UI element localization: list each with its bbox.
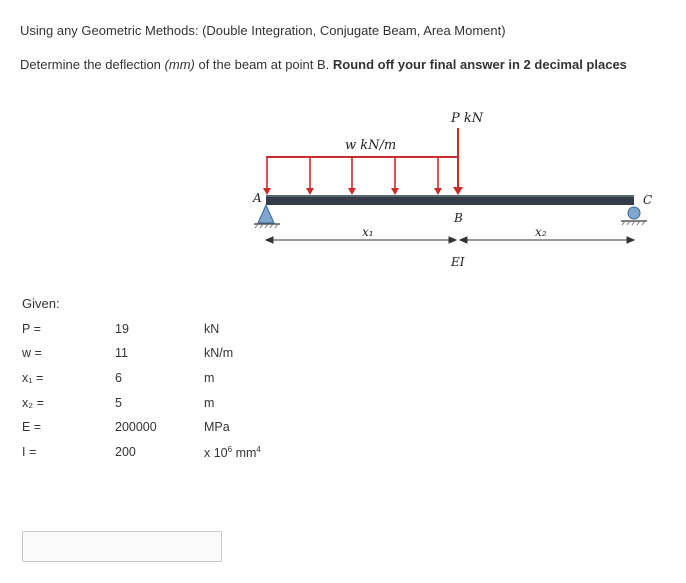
given-unit: m — [204, 371, 215, 385]
distributed-load-label: w kN/m — [345, 138, 397, 153]
given-symbol: I = — [22, 445, 37, 459]
given-unit: MPa — [204, 420, 230, 434]
point-load-arrow — [453, 128, 463, 195]
given-value: 11 — [115, 346, 128, 360]
given-row-p — [22, 322, 422, 342]
given-symbol: E = — [22, 420, 42, 434]
distributed-load — [263, 156, 458, 195]
prompt-text-a: Determine the deflection — [20, 57, 165, 72]
span-2-label: x₂ — [535, 225, 547, 239]
given-value: 19 — [115, 322, 129, 336]
distributed-load-top — [266, 156, 458, 158]
given-symbol: w = — [22, 346, 42, 360]
given-value: 200000 — [115, 420, 157, 434]
given-row-w — [22, 346, 422, 366]
dimension-line — [266, 237, 634, 243]
given-symbol: x₁ = — [22, 371, 44, 385]
given-row-e — [22, 420, 422, 440]
roller-support-c — [621, 207, 647, 225]
point-load-label: P kN — [451, 111, 484, 126]
given-symbol: x₂ = — [22, 396, 44, 410]
given-row-x1 — [22, 371, 422, 391]
prompt-text-b: of the beam at point B. — [194, 57, 333, 72]
question-line-1: Using any Geometric Methods: (Double Integration, Conjugate Beam, Area Moment) — [20, 23, 506, 38]
given-value: 6 — [115, 371, 122, 385]
given-row-x2 — [22, 396, 422, 416]
point-a-label: A — [253, 191, 262, 205]
given-unit: m — [204, 396, 215, 410]
stiffness-label: EI — [451, 255, 465, 269]
prompt-unit: (mm) — [164, 57, 195, 72]
given-symbol: P = — [22, 322, 41, 336]
prompt-rounding-note: Round off your final answer in 2 decimal places — [332, 57, 627, 72]
given-unit: kN — [204, 322, 220, 336]
given-unit: x $10^6$ $mm^4$ — [204, 445, 261, 460]
span-1-label: x₁ — [362, 225, 374, 239]
given-row-i — [22, 445, 422, 465]
point-b-label: B — [454, 211, 463, 225]
given-value: 5 — [115, 396, 122, 410]
given-unit: kN/m — [204, 346, 234, 360]
point-c-label: C — [643, 193, 653, 207]
given-value: 200 — [115, 445, 136, 459]
pin-support-a — [254, 205, 280, 228]
beam-diagram — [0, 0, 686, 290]
given-title: Given: — [22, 296, 60, 311]
answer-input[interactable] — [22, 531, 222, 562]
